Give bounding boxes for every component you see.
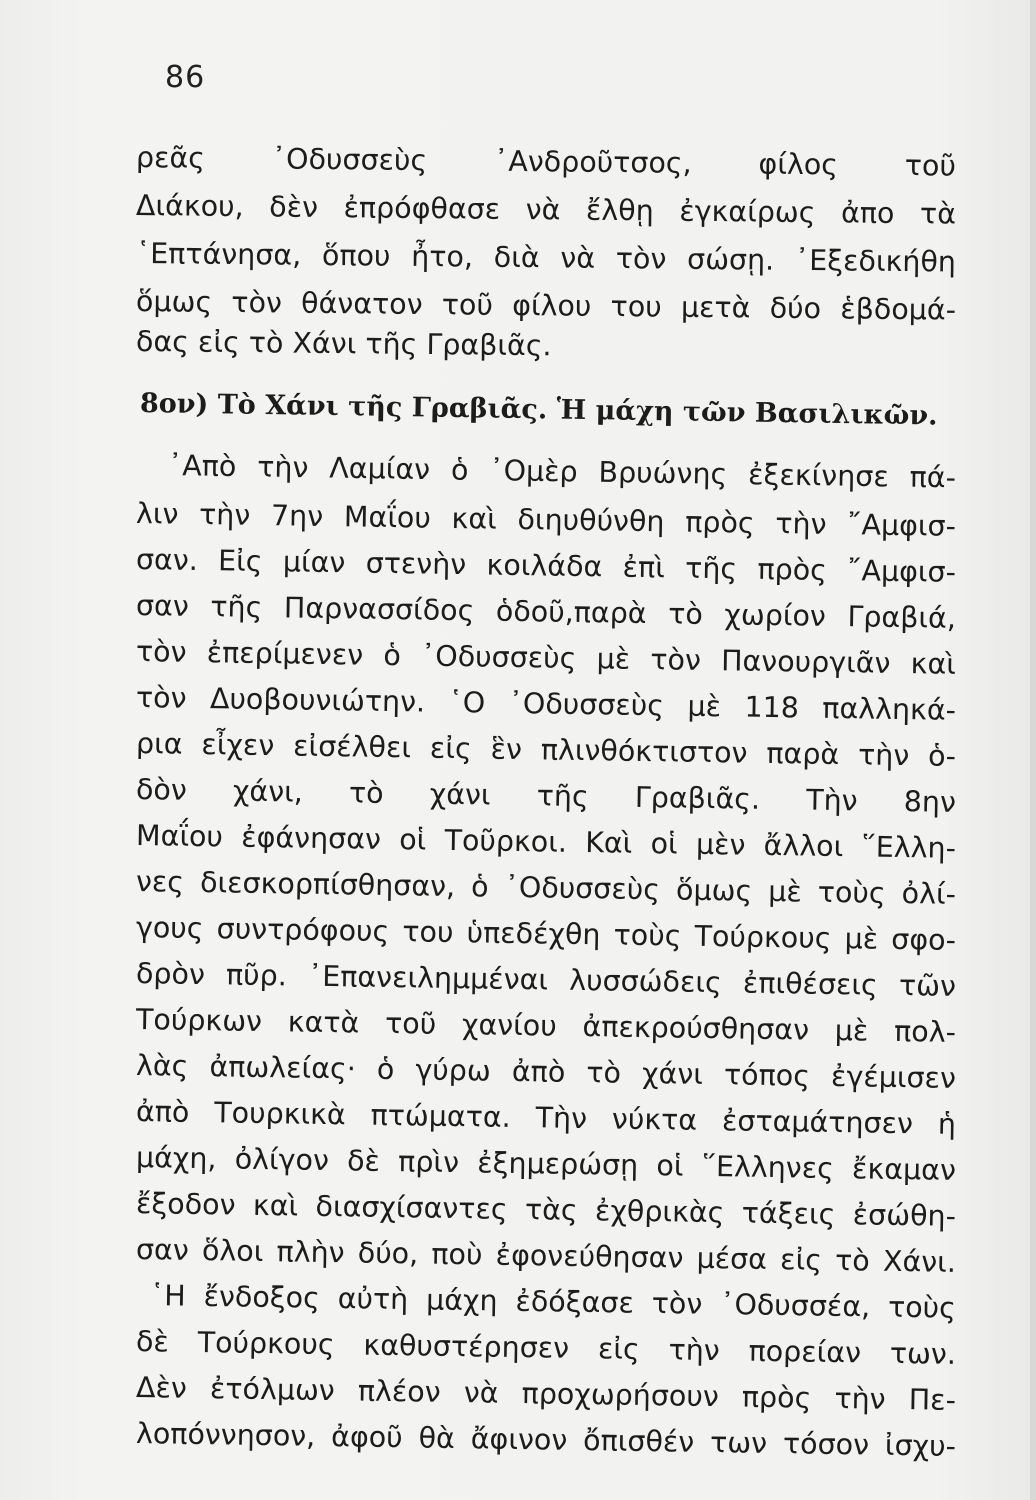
text-line: Διάκου, δὲν ἐπρόφθασε νὰ ἔλθῃ ἐγκαίρως ἀπο τὰ [135, 189, 957, 231]
text-line: Τούρκων κατὰ τοῦ χανίου ἀπεκρούσθησαν μὲ πολ- [135, 1003, 957, 1049]
text-line: Δὲν ἐτόλμων πλέον νὰ προχωρήσουν πρὸς τὴν Πε- [135, 1371, 957, 1417]
text-line: λιν τὴν 7ην Μαΐου καὶ διηυθύνθη πρὸς τὴν ῎Αμφισ- [135, 497, 957, 543]
section-heading: 8ον) Τὸ Χάνι τῆς Γραβιᾶς. Ἡ μάχη τῶν Βασιλικῶν. [139, 388, 938, 432]
text-line: σαν τῆς Παρνασσίδος ὁδοῦ,παρὰ τὸ χωρίον Γραβιά, [135, 589, 957, 635]
text-line: ὅμως τὸν θάνατον τοῦ φίλου του μετὰ δύο ἑβδομά- [135, 285, 957, 327]
text-line: δὸν χάνι, τὸ χάνι τῆς Γραβιᾶς. Τὴν 8ην [135, 773, 957, 819]
text-line: ῾Επτάνησα, ὅπου ἦτο, διὰ νὰ τὸν σώσῃ. ᾿Εξεδικήθη [135, 237, 957, 279]
text-line: δὲ Τούρκους καθυστέρησεν εἰς τὴν πορείαν των. [135, 1325, 957, 1371]
text-line: σαν ὅλοι πλὴν δύο, ποὺ ἐφονεύθησαν μέσα εἰς τὸ Χάνι. [135, 1233, 957, 1279]
text-line: ρεᾶς ᾿Οδυσσεὺς ᾿Ανδροῦτσος, φίλος τοῦ [135, 141, 957, 183]
text-line: ρια εἶχεν εἰσέλθει εἰς ἓν πλινθόκτιστον παρὰ τὴν ὁ- [135, 727, 957, 773]
text-line: ἀπὸ Τουρκικὰ πτώματα. Τὴν νύκτα ἐσταμάτησεν ἡ [135, 1095, 957, 1141]
page-edge-shadow [1030, 0, 1036, 1500]
text-line: Μαΐου ἐφάνησαν οἱ Τοῦρκοι. Καὶ οἱ μὲν ἄλλοι ῞Ελλη- [135, 819, 957, 865]
text-line: ᾿Απὸ τὴν Λαμίαν ὁ ᾿Ομὲρ Βρυώνης ἐξεκίνησε πά- [167, 449, 957, 495]
text-line: σαν. Εἰς μίαν στενὴν κοιλάδα ἐπὶ τῆς πρὸς ῎Αμφισ- [135, 543, 957, 589]
text-line: νες διεσκορπίσθησαν, ὁ ᾿Οδυσσεὺς ὅμως μὲ τοὺς ὀλί- [135, 865, 957, 911]
text-line: τὸν Δυοβουνιώτην. ῾Ο ᾿Οδυσσεὺς μὲ 118 παλληκά- [135, 681, 957, 727]
text-line: ῾Η ἔνδοξος αὐτὴ μάχη ἐδόξασε τὸν ᾿Οδυσσέα, τοὺς [149, 1279, 957, 1325]
text-line: λὰς ἀπωλείας· ὁ γύρω ἀπὸ τὸ χάνι τόπος ἐγέμισεν [135, 1049, 957, 1095]
text-line: μάχη, ὀλίγον δὲ πρὶν ἐξημερώσῃ οἱ ῞Ελληνες ἔκαμαν [135, 1141, 957, 1187]
text-line: δας εἰς τὸ Χάνι τῆς Γραβιᾶς. [135, 325, 552, 363]
text-line: ἔξοδον καὶ διασχίσαντες τὰς ἐχθρικὰς τάξεις ἐσώθη- [135, 1187, 957, 1233]
text-line: δρὸν πῦρ. ᾿Επανειλημμέναι λυσσώδεις ἐπιθέσεις τῶν [135, 957, 957, 1003]
text-line: λοπόννησον, ἀφοῦ θὰ ἄφινον ὄπισθέν των τόσον ἰσχυ- [135, 1417, 957, 1463]
text-line: τὸν ἐπερίμενεν ὁ ᾿Οδυσσεὺς μὲ τὸν Πανουργιᾶν καὶ [135, 635, 957, 681]
text-line: γους συντρόφους του ὑπεδέχθη τοὺς Τούρκους μὲ σφο- [135, 911, 957, 957]
page-number: 86 [165, 60, 206, 95]
